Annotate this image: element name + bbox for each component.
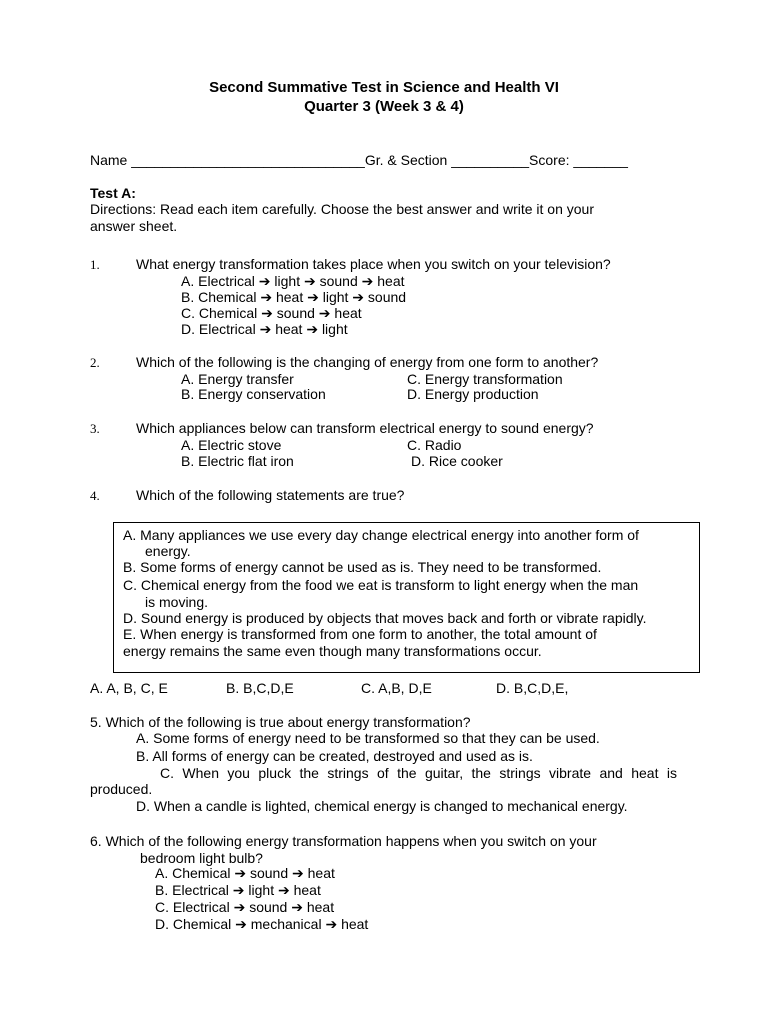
- question-5-choice-d: D. When a candle is lighted, chemical energy is changed to mechanical energy.: [136, 798, 628, 814]
- student-info-line: Name ______________________________Gr. & Section __________Score: _______: [90, 152, 628, 168]
- question-5-choice-c-cont: produced.: [90, 781, 153, 797]
- question-6-choice-b: B. Electrical ➔ light ➔ heat: [155, 882, 321, 898]
- question-1-choice-a: A. Electrical ➔ light ➔ sound ➔ heat: [181, 273, 405, 289]
- page-subtitle: Quarter 3 (Week 3 & 4): [304, 98, 464, 115]
- question-6-choice-c: C. Electrical ➔ sound ➔ heat: [155, 899, 335, 915]
- question-1-choice-b: B. Chemical ➔ heat ➔ light ➔ sound: [181, 289, 407, 305]
- question-4-number: 4.: [90, 488, 100, 503]
- statement-a-cont: energy.: [145, 543, 191, 559]
- question-4-choice-d: D. B,C,D,E,: [496, 680, 569, 696]
- question-6-choice-d: D. Chemical ➔ mechanical ➔ heat: [155, 916, 369, 932]
- question-5-text: 5. Which of the following is true about energy transformation?: [90, 714, 471, 730]
- statement-e-cont: energy remains the same even though many transformations occur.: [123, 643, 542, 659]
- question-2-number: 2.: [90, 355, 100, 370]
- question-5-choice-a: A. Some forms of energy need to be transformed so that they can be used.: [136, 730, 600, 746]
- question-6-text-cont: bedroom light bulb?: [140, 850, 263, 866]
- statement-c-cont: is moving.: [145, 594, 209, 610]
- statement-a: A. Many appliances we use every day change electrical energy into another form of: [123, 527, 639, 543]
- directions-line-2: answer sheet.: [90, 218, 178, 234]
- question-3-choice-c: C. Radio: [407, 437, 462, 453]
- question-3-choice-b: B. Electric flat iron: [181, 453, 294, 469]
- question-4-choice-b: B. B,C,D,E: [226, 680, 294, 696]
- directions-line-1: Directions: Read each item carefully. Choose the best answer and write it on your: [90, 201, 594, 217]
- question-4-text: Which of the following statements are true?: [136, 487, 405, 503]
- statement-d: D. Sound energy is produced by objects that moves back and forth or vibrate rapidly.: [123, 610, 647, 626]
- question-3-choice-d: D. Rice cooker: [411, 453, 503, 469]
- statement-c: C. Chemical energy from the food we eat is transform to light energy when the man: [123, 577, 639, 593]
- question-1-choice-d: D. Electrical ➔ heat ➔ light: [181, 321, 348, 337]
- question-1-choice-c: C. Chemical ➔ sound ➔ heat: [181, 305, 362, 321]
- statement-e: E. When energy is transformed from one form to another, the total amount of: [123, 626, 597, 642]
- question-6-choice-a: A. Chemical ➔ sound ➔ heat: [155, 865, 335, 881]
- question-5-choice-c: C. When you pluck the strings of the guitar, the strings vibrate and heat is: [160, 765, 677, 781]
- question-2-choice-d: D. Energy production: [407, 386, 539, 402]
- test-a-label: Test A:: [90, 185, 136, 201]
- question-5-choice-b: B. All forms of energy can be created, destroyed and used as is.: [136, 748, 533, 764]
- question-4-choice-a: A. A, B, C, E: [90, 680, 168, 696]
- question-3-number: 3.: [90, 421, 100, 436]
- question-3-text: Which appliances below can transform electrical energy to sound energy?: [136, 420, 594, 436]
- question-1-text: What energy transformation takes place when you switch on your television?: [136, 256, 611, 272]
- question-1-number: 1.: [90, 257, 100, 272]
- question-2-text: Which of the following is the changing of energy from one form to another?: [136, 354, 599, 370]
- statement-b: B. Some forms of energy cannot be used as is. They need to be transformed.: [123, 559, 602, 575]
- question-4-choice-c: C. A,B, D,E: [361, 680, 432, 696]
- page-title: Second Summative Test in Science and Health VI: [209, 79, 559, 96]
- question-2-choice-c: C. Energy transformation: [407, 371, 563, 387]
- question-2-choice-a: A. Energy transfer: [181, 371, 294, 387]
- question-6-text: 6. Which of the following energy transformation happens when you switch on your: [90, 833, 597, 849]
- question-3-choice-a: A. Electric stove: [181, 437, 282, 453]
- question-2-choice-b: B. Energy conservation: [181, 386, 326, 402]
